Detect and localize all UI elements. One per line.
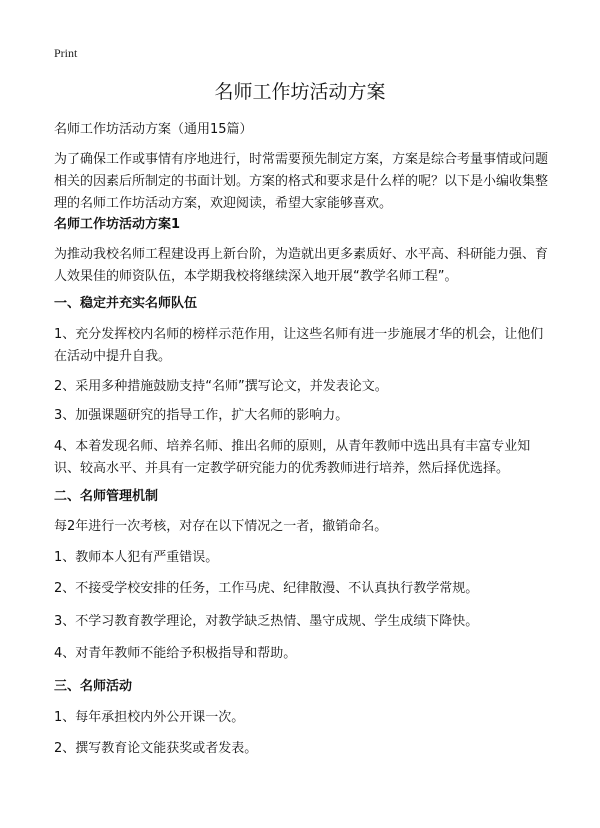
intro-paragraph: 为了确保工作或事情有序地进行，时常需要预先制定方案，方案是综合考量事情或问题相关的因素后所制定的书面计划。方案的格式和要求是什么样的呢？以下是小编收集整理的名师工作坊活动方案，欢迎阅读，希望大家能够喜欢。 [54, 152, 549, 211]
print-link[interactable]: Print [54, 46, 78, 60]
list-item: 1、每年承担校内外公开课一次。 [54, 710, 245, 725]
list-item: 2、撰写教育论文能获奖或者发表。 [54, 741, 258, 756]
list-item: 3、不学习教育教学理论，对教学缺乏热情、墨守成规、学生成绩下降快。 [54, 614, 479, 629]
part3-heading: 三、名师活动 [54, 679, 133, 694]
section-heading: 名师工作坊活动方案1 [54, 217, 181, 232]
section-intro-paragraph: 为推动我校名师工程建设再上新台阶，为造就出更多素质好、水平高、科研能力强、育人效果佳的师资队伍，本学期我校将继续深入地开展“教学名师工程”。 [54, 247, 549, 284]
list-item: 2、采用多种措施鼓励支持“名师”撰写论文，并发表论文。 [54, 379, 388, 394]
list-item: 4、对青年教师不能给予积极指导和帮助。 [54, 646, 297, 661]
list-item: 4、本着发现名师、培养名师、推出名师的原则，从青年教师中选出具有丰富专业知识、较高水平、并具有一定教学研究能力的优秀教师进行培养，然后择优选择。 [54, 439, 531, 476]
part1-heading: 一、稳定并充实名师队伍 [54, 296, 198, 311]
list-item: 3、加强课题研究的指导工作，扩大名师的影响力。 [54, 408, 349, 423]
document-subtitle: 名师工作坊活动方案（通用15篇） [54, 122, 253, 137]
part2-intro-paragraph: 每2年进行一次考核，对存在以下情况之一者，撤销命名。 [54, 519, 388, 534]
list-item: 1、充分发挥校内名师的榜样示范作用，让这些名师有进一步施展才华的机会，让他们在活动中提升自我。 [54, 327, 544, 364]
part2-heading: 二、名师管理机制 [54, 489, 159, 504]
document-title: 名师工作坊活动方案 [214, 81, 386, 103]
list-item: 1、教师本人犯有严重错误。 [54, 550, 219, 565]
list-item: 2、不接受学校安排的任务，工作马虎、纪律散漫、不认真执行教学常规。 [54, 581, 479, 596]
